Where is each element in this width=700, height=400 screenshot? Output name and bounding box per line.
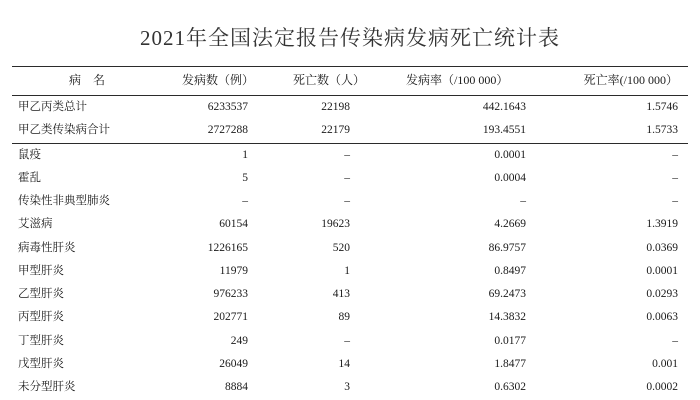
- cell-mortality-rate: –: [672, 334, 678, 347]
- cell-morbidity-rate: 86.9757: [488, 241, 526, 254]
- cell-disease-name: 戊型肝炎: [18, 357, 64, 370]
- table-row: [12, 119, 688, 143]
- cell-disease-name: 丁型肝炎: [18, 334, 64, 347]
- cell-morbidity-rate: 0.8497: [494, 264, 526, 277]
- table-row: [12, 330, 688, 353]
- cell-disease-name: 传染性非典型肺炎: [18, 195, 110, 208]
- cell-deaths: –: [344, 171, 350, 184]
- table-row: [12, 213, 688, 236]
- cell-disease-name: 病毒性肝炎: [18, 241, 76, 254]
- cell-morbidity-rate: 4.2669: [494, 218, 526, 231]
- cell-cases: 6233537: [207, 101, 248, 114]
- cell-mortality-rate: 0.0002: [646, 381, 678, 394]
- cell-morbidity-rate: 0.0001: [494, 148, 526, 161]
- cell-morbidity-rate: 0.0177: [494, 334, 526, 347]
- cell-cases: 26049: [219, 357, 248, 370]
- cell-deaths: 3: [344, 381, 350, 394]
- cell-disease-name: 甲乙类传染病合计: [12, 119, 162, 143]
- table-row: [12, 283, 688, 306]
- cell-deaths: 1: [344, 264, 350, 277]
- cell-deaths: 19623: [321, 218, 350, 231]
- cell-cases: 11979: [219, 264, 248, 277]
- cell-morbidity-rate: 442.1643: [482, 101, 526, 114]
- cell-cases: 1: [242, 148, 248, 161]
- cell-disease-name: 未分型肝炎: [18, 381, 76, 394]
- cell-mortality-rate: 0.0063: [646, 311, 678, 324]
- cell-mortality-rate: –: [672, 148, 678, 161]
- cell-deaths: –: [344, 334, 350, 347]
- cell-morbidity-rate: 14.3832: [488, 311, 526, 324]
- cell-deaths: 89: [338, 311, 350, 324]
- column-header-cases: 发病数（例）: [162, 67, 274, 96]
- column-header-morbidity-rate: 发病率（/100 000）: [384, 67, 544, 96]
- cell-morbidity-rate: 193.4551: [384, 119, 544, 143]
- page-title: 2021年全国法定报告传染病发病死亡统计表: [140, 26, 560, 50]
- column-header-mortality-rate: 死亡率(/100 000）: [544, 67, 688, 96]
- cell-morbidity-rate: 0.6302: [494, 381, 526, 394]
- column-header-name: 病 名: [12, 67, 162, 96]
- cell-disease-name: 霍乱: [18, 171, 41, 184]
- cell-mortality-rate: 0.0369: [646, 241, 678, 254]
- column-header-deaths: 死亡数（人）: [274, 67, 384, 96]
- cell-cases: 60154: [219, 218, 248, 231]
- cell-cases: 8884: [225, 381, 248, 394]
- cell-deaths: 22179: [274, 119, 384, 143]
- table-header: [12, 67, 688, 96]
- table-row: [12, 167, 688, 190]
- table-row: [12, 353, 688, 376]
- cell-disease-name: 乙型肝炎: [18, 288, 64, 301]
- cell-disease-name: 甲乙丙类总计: [18, 101, 87, 114]
- cell-mortality-rate: –: [672, 195, 678, 208]
- cell-cases: 202771: [213, 311, 248, 324]
- cell-mortality-rate: 1.5746: [646, 101, 678, 114]
- cell-morbidity-rate: 69.2473: [488, 288, 526, 301]
- cell-deaths: –: [344, 195, 350, 208]
- cell-disease-name: 鼠疫: [18, 148, 41, 161]
- cell-mortality-rate: 1.3919: [646, 218, 678, 231]
- cell-morbidity-rate: 1.8477: [494, 357, 526, 370]
- table-body: [12, 96, 688, 400]
- table-row: [12, 190, 688, 213]
- table-row: [12, 96, 688, 120]
- cell-deaths: 22198: [321, 101, 350, 114]
- cell-disease-name: 甲型肝炎: [18, 264, 64, 277]
- cell-cases: 5: [242, 171, 248, 184]
- cell-cases: 2727288: [162, 119, 274, 143]
- cell-deaths: –: [344, 148, 350, 161]
- table-row: [12, 376, 688, 399]
- cell-deaths: 14: [338, 357, 350, 370]
- table-row: [12, 306, 688, 329]
- table-row: [12, 143, 688, 167]
- cell-cases: 249: [230, 334, 248, 347]
- cell-deaths: 520: [332, 241, 350, 254]
- cell-cases: 1226165: [207, 241, 248, 254]
- cell-cases: 976233: [213, 288, 248, 301]
- cell-morbidity-rate: 0.0004: [494, 171, 526, 184]
- cell-disease-name: 艾滋病: [18, 218, 53, 231]
- table-row: [12, 237, 688, 260]
- cell-morbidity-rate: –: [520, 195, 526, 208]
- cell-disease-name: 丙型肝炎: [18, 311, 64, 324]
- cell-deaths: 413: [332, 288, 350, 301]
- cell-mortality-rate: 1.5733: [544, 119, 688, 143]
- table-header-row: [12, 67, 688, 96]
- statistics-table: [12, 66, 688, 399]
- table-row: [12, 260, 688, 283]
- cell-mortality-rate: 0.0293: [646, 288, 678, 301]
- cell-mortality-rate: 0.001: [652, 357, 678, 370]
- cell-cases: –: [242, 195, 248, 208]
- cell-mortality-rate: –: [672, 171, 678, 184]
- cell-mortality-rate: 0.0001: [646, 264, 678, 277]
